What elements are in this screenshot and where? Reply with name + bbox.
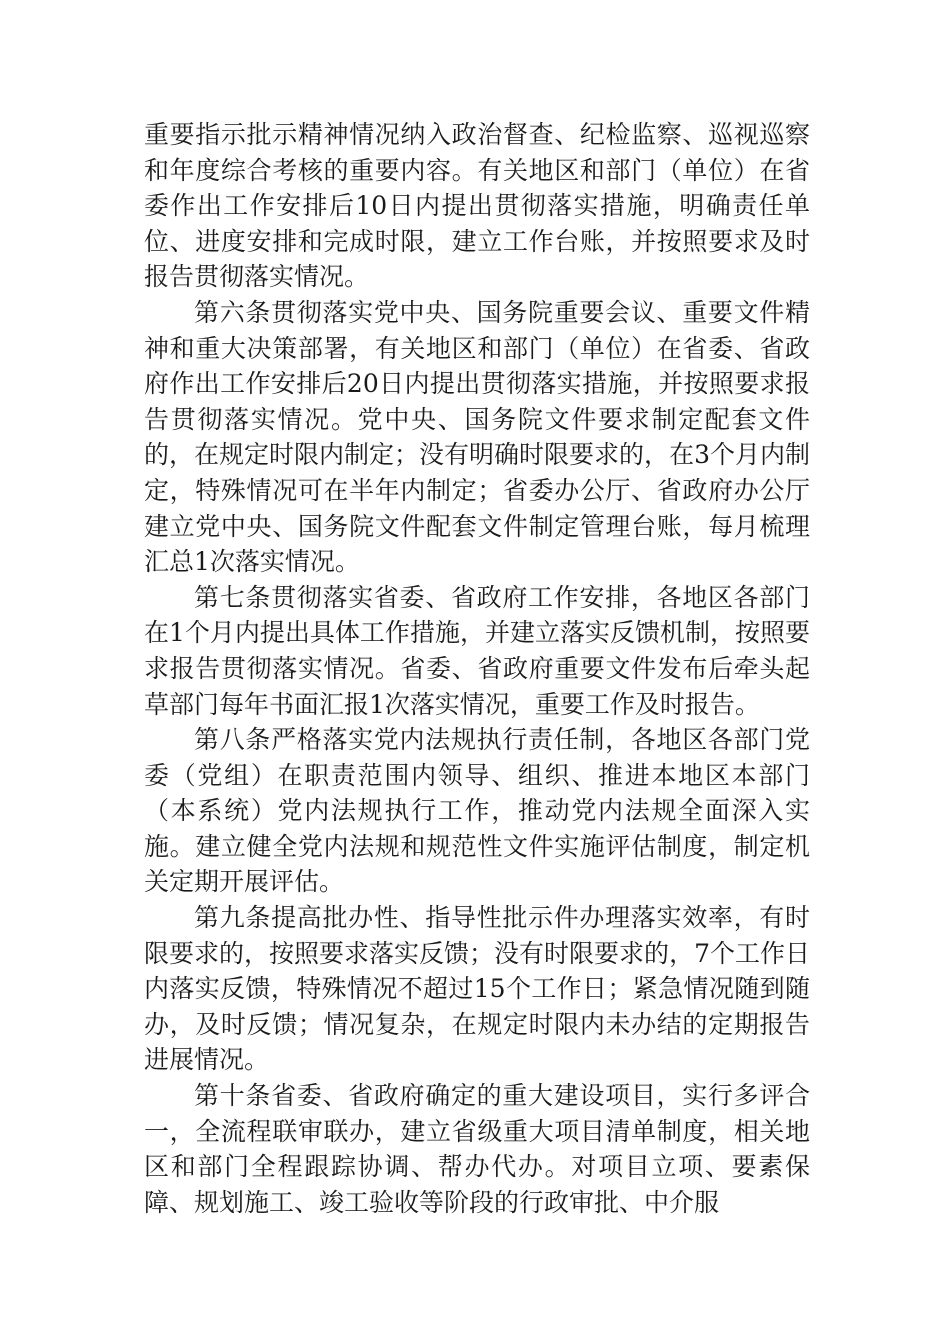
paragraph-continuation: 重要指示批示精神情况纳入政治督查、纪检监察、巡视巡察和年度综合考核的重要内容。有关地区和部门（单位）在省委作出工作安排后10日内提出贯彻落实措施，明确责任单位、进度安排和完成时限，建立工作台账，并按照要求及时报告贯彻落实情况。: [144, 120, 810, 292]
paragraph-article-9: 第九条提高批办性、指导性批示件办理落实效率，有时限要求的，按照要求落实反馈；没有时限要求的，7个工作日内落实反馈，特殊情况不超过15个工作日；紧急情况随到随办，及时反馈；情况复杂，在规定时限内未办结的定期报告进展情况。: [144, 903, 810, 1075]
paragraph-article-6: 第六条贯彻落实党中央、国务院重要会议、重要文件精神和重大决策部署，有关地区和部门（单位）在省委、省政府作出工作安排后20日内提出贯彻落实措施，并按照要求报告贯彻落实情况。党中央、国务院文件要求制定配套文件的，在规定时限内制定；没有明确时限要求的，在3个月内制定，特殊情况可在半年内制定；省委办公厅、省政府办公厅建立党中央、国务院文件配套文件制定管理台账，每月梳理汇总1次落实情况。: [144, 297, 810, 577]
document-body: [144, 117, 810, 1220]
paragraph-article-10: 第十条省委、省政府确定的重大建设项目，实行多评合一，全流程联审联办，建立省级重大项目清单制度，相关地区和部门全程跟踪协调、帮办代办。对项目立项、要素保障、规划施工、竣工验收等阶段的行政审批、中介服: [144, 1081, 810, 1217]
paragraph-article-7: 第七条贯彻落实省委、省政府工作安排，各地区各部门在1个月内提出具体工作措施，并建立落实反馈机制，按照要求报告贯彻落实情况。省委、省政府重要文件发布后牵头起草部门每年书面汇报1次落实情况，重要工作及时报告。: [144, 582, 810, 719]
paragraph-article-8: 第八条严格落实党内法规执行责任制，各地区各部门党委（党组）在职责范围内领导、组织、推进本地区本部门（本系统）党内法规执行工作，推动党内法规全面深入实施。建立健全党内法规和规范性文件实施评估制度，制定机关定期开展评估。: [144, 725, 810, 897]
